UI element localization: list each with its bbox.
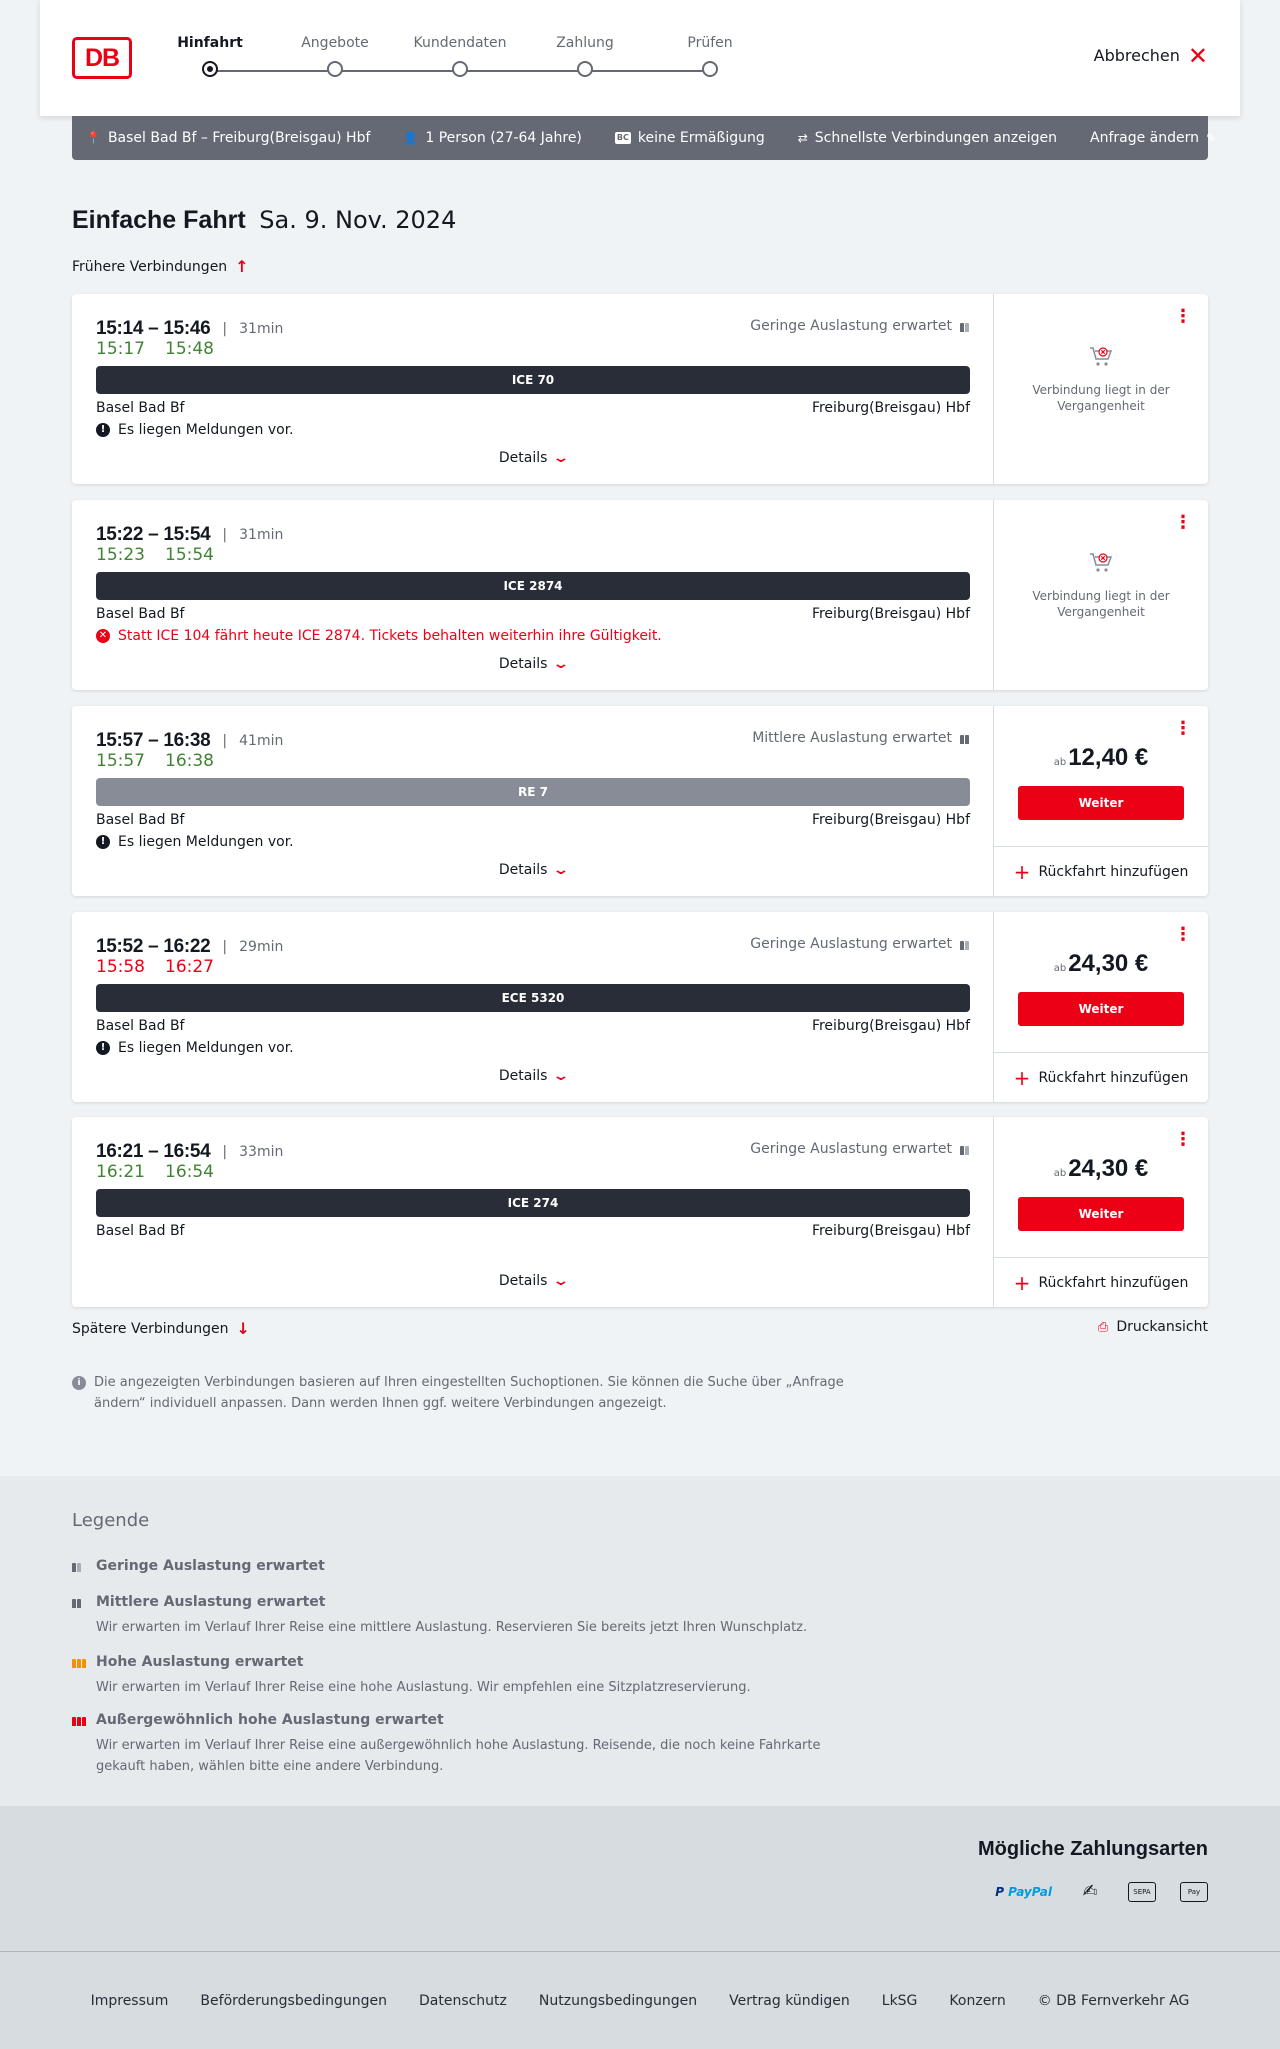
destination-station: Freiburg(Breisgau) Hbf bbox=[811, 1018, 970, 1034]
occupancy-indicator bbox=[750, 318, 969, 334]
chevron-down-icon: ⌄ bbox=[552, 862, 571, 878]
stations-row bbox=[96, 812, 970, 828]
scheduled-times: 16:21 – 16:54 bbox=[96, 1141, 211, 1162]
schedule-row bbox=[96, 524, 283, 546]
chevron-down-icon: ⌄ bbox=[552, 450, 571, 466]
legend-item-title bbox=[72, 1710, 852, 1730]
realtime-departure: 15:17 bbox=[96, 339, 145, 359]
step-dot bbox=[702, 61, 718, 77]
fastest-connections-toggle[interactable] bbox=[798, 130, 1057, 146]
connection-message bbox=[96, 1040, 294, 1056]
realtime-row bbox=[96, 957, 214, 977]
footer-link[interactable]: LkSG bbox=[881, 1992, 918, 2009]
separator: | bbox=[222, 527, 228, 543]
occupancy-bar bbox=[72, 1599, 76, 1608]
step-label: Prüfen bbox=[687, 35, 733, 51]
occupancy-bar bbox=[960, 1146, 964, 1155]
later-label: Spätere Verbindungen bbox=[72, 1320, 229, 1337]
plus-icon: + bbox=[1013, 859, 1031, 884]
realtime-row bbox=[96, 545, 214, 565]
cancel-button[interactable] bbox=[1093, 41, 1208, 70]
occupancy-bar bbox=[72, 1717, 76, 1726]
discount-summary bbox=[615, 130, 765, 146]
price-prefix: ab bbox=[1053, 1168, 1067, 1179]
occupancy-bar bbox=[77, 1717, 81, 1726]
details-label: Details bbox=[498, 1273, 548, 1289]
message-text: Statt ICE 104 fährt heute ICE 2874. Tickets behalten weiterhin ihre Gültigkeit. bbox=[118, 628, 662, 644]
arrow-down-icon: ↓ bbox=[236, 1319, 250, 1338]
occupancy-indicator bbox=[750, 936, 969, 952]
person-icon: 👤 bbox=[403, 131, 419, 145]
connection-details bbox=[72, 706, 994, 896]
apple-pay-icon bbox=[1180, 1882, 1208, 1902]
footer-link[interactable]: Nutzungsbedingungen bbox=[538, 1992, 698, 2009]
connection-details bbox=[72, 500, 994, 690]
legend-item-text: Wir erwarten im Verlauf Ihrer Reise eine mittlere Auslastung. Reservieren Sie bereits jetzt Ihren Wunschplatz. bbox=[96, 1620, 808, 1635]
footer-link[interactable]: Beförderungsbedingungen bbox=[200, 1992, 387, 2009]
occupancy-bar bbox=[960, 941, 964, 950]
chevron-down-icon: ⌄ bbox=[552, 1273, 571, 1289]
step-angebote bbox=[275, 33, 395, 77]
passenger-text: 1 Person (27-64 Jahre) bbox=[425, 130, 582, 146]
plus-icon: + bbox=[1013, 1065, 1031, 1090]
location-pin-icon: 📍 bbox=[86, 131, 101, 145]
applepay-text: Pay bbox=[1187, 1888, 1201, 1896]
destination-station: Freiburg(Breisgau) Hbf bbox=[811, 606, 970, 622]
discount-text: keine Ermäßigung bbox=[637, 130, 765, 146]
separator: | bbox=[222, 733, 228, 749]
add-return-button[interactable] bbox=[994, 1257, 1208, 1307]
continue-button[interactable]: Weiter bbox=[1018, 1197, 1184, 1231]
origin-station: Basel Bad Bf bbox=[96, 812, 185, 828]
offer-panel bbox=[994, 500, 1208, 690]
chevron-down-icon: ⌄ bbox=[552, 656, 571, 672]
offer-panel bbox=[994, 912, 1208, 1102]
sepa-icon: SEPA bbox=[1128, 1882, 1156, 1902]
close-icon: ✕ bbox=[1187, 41, 1208, 70]
price-value: 24,30 € bbox=[1068, 950, 1149, 977]
step-zahlung bbox=[525, 33, 645, 77]
stations-row bbox=[96, 1018, 970, 1034]
swap-arrows-icon: ⇄ bbox=[797, 131, 808, 145]
train-line-bar[interactable]: ECE 5320 bbox=[96, 984, 970, 1012]
details-toggle[interactable] bbox=[72, 862, 994, 878]
legend-item bbox=[72, 1710, 852, 1777]
progress-steps bbox=[170, 33, 760, 83]
connection-card bbox=[72, 500, 1208, 690]
origin-station: Basel Bad Bf bbox=[96, 1223, 185, 1239]
more-options-icon[interactable]: ⋮ bbox=[1174, 1129, 1192, 1150]
alert-icon: ! bbox=[96, 423, 110, 437]
connection-message bbox=[96, 834, 294, 850]
step-dot bbox=[577, 61, 593, 77]
occupancy-bar bbox=[77, 1563, 81, 1572]
print-label: Druckansicht bbox=[1116, 1319, 1208, 1335]
bahncard-icon: BC bbox=[616, 133, 629, 142]
realtime-departure: 15:23 bbox=[96, 545, 145, 565]
occupancy-icon bbox=[72, 1596, 81, 1608]
details-label: Details bbox=[498, 656, 548, 672]
travel-duration: 31min bbox=[239, 527, 284, 543]
travel-duration: 29min bbox=[239, 939, 284, 955]
legend-item-title bbox=[72, 1652, 852, 1672]
step-dot bbox=[452, 61, 468, 77]
payment-methods-section bbox=[0, 1806, 1280, 1951]
step-label: Angebote bbox=[301, 35, 369, 51]
print-view-link[interactable] bbox=[1098, 1319, 1208, 1335]
page-title bbox=[72, 206, 456, 235]
route-summary bbox=[86, 130, 370, 146]
search-summary-bar bbox=[72, 116, 1217, 160]
occupancy-bar bbox=[960, 323, 964, 332]
plus-icon: + bbox=[1013, 1270, 1031, 1295]
train-line-bar[interactable]: ICE 2874 bbox=[96, 572, 970, 600]
change-request-button[interactable] bbox=[1090, 130, 1216, 146]
occupancy-indicator bbox=[750, 1141, 969, 1157]
realtime-arrival: 15:48 bbox=[165, 339, 214, 359]
price-display bbox=[994, 1155, 1208, 1183]
paypal-a: Pay bbox=[1008, 1885, 1032, 1899]
origin-station: Basel Bad Bf bbox=[96, 400, 185, 416]
price-display bbox=[994, 744, 1208, 772]
later-connections-link[interactable] bbox=[72, 1319, 250, 1338]
footer-link[interactable]: Vertrag kündigen bbox=[729, 1992, 850, 2009]
occupancy-icon bbox=[72, 1656, 86, 1668]
more-options-icon[interactable]: ⋮ bbox=[1174, 512, 1192, 533]
occupancy-bar bbox=[72, 1563, 76, 1572]
passenger-summary bbox=[403, 130, 582, 146]
message-text: Es liegen Meldungen vor. bbox=[118, 834, 294, 850]
schedule-row bbox=[96, 936, 283, 958]
earlier-connections-link[interactable] bbox=[72, 257, 249, 276]
occupancy-bar bbox=[965, 735, 969, 744]
origin-station: Basel Bad Bf bbox=[96, 606, 185, 622]
legend-item-text: Wir erwarten im Verlauf Ihrer Reise eine außergewöhnlich hohe Auslastung. Reisende, die noch keine Fahrkarte gekauft haben, wählen bitte eine andere Verbindung. bbox=[96, 1738, 821, 1774]
past-connection-notice bbox=[994, 552, 1208, 620]
payment-title: Mögliche Zahlungsarten bbox=[977, 1838, 1208, 1860]
separator: | bbox=[222, 939, 228, 955]
earlier-label: Frühere Verbindungen bbox=[72, 258, 228, 275]
more-options-icon[interactable]: ⋮ bbox=[1174, 718, 1192, 739]
connection-card bbox=[72, 706, 1208, 896]
realtime-departure: 15:57 bbox=[96, 751, 145, 771]
offer-panel bbox=[994, 294, 1208, 484]
header bbox=[40, 0, 1240, 116]
printer-icon: ⎙ bbox=[1097, 1319, 1109, 1335]
realtime-arrival: 16:27 bbox=[165, 957, 214, 977]
more-options-icon[interactable]: ⋮ bbox=[1174, 924, 1192, 945]
travel-duration: 41min bbox=[239, 733, 284, 749]
occupancy-bar bbox=[77, 1599, 81, 1608]
paypal-b: Pal bbox=[1031, 1885, 1052, 1899]
stations-row bbox=[96, 606, 970, 622]
step-label: Zahlung bbox=[556, 35, 614, 51]
occupancy-icon bbox=[72, 1560, 81, 1572]
connection-details bbox=[72, 294, 994, 484]
realtime-departure: 15:58 bbox=[96, 957, 145, 977]
connection-card bbox=[72, 912, 1208, 1102]
travel-duration: 33min bbox=[239, 1144, 284, 1160]
legend-item bbox=[72, 1592, 852, 1638]
price-value: 12,40 € bbox=[1068, 744, 1149, 771]
trip-type: Einfache Fahrt bbox=[72, 206, 246, 234]
route-text: Basel Bad Bf – Freiburg(Breisgau) Hbf bbox=[107, 130, 371, 146]
occupancy-icon bbox=[72, 1714, 86, 1726]
destination-station: Freiburg(Breisgau) Hbf bbox=[811, 812, 970, 828]
cancel-label: Abbrechen bbox=[1093, 46, 1180, 65]
past-text: Verbindung liegt in der Vergangenheit bbox=[1032, 589, 1170, 619]
trip-date: Sa. 9. Nov. 2024 bbox=[259, 206, 457, 234]
connection-message bbox=[96, 628, 662, 644]
db-logo[interactable] bbox=[72, 37, 132, 79]
occupancy-icon bbox=[960, 938, 969, 950]
add-return-label: Rückfahrt hinzufügen bbox=[1038, 863, 1189, 880]
step-dot bbox=[327, 61, 343, 77]
details-label: Details bbox=[498, 862, 548, 878]
occupancy-bar bbox=[72, 1659, 76, 1668]
schedule-row bbox=[96, 730, 283, 752]
add-return-label: Rückfahrt hinzufügen bbox=[1038, 1069, 1189, 1086]
pencil-icon: ✎ bbox=[1206, 131, 1217, 145]
legend-title: Legende bbox=[72, 1510, 150, 1531]
search-info-note bbox=[72, 1372, 852, 1414]
continue-button[interactable]: Weiter bbox=[1018, 992, 1184, 1026]
occupancy-indicator bbox=[752, 730, 969, 746]
price-prefix: ab bbox=[1053, 757, 1067, 768]
step-label: Kundendaten bbox=[413, 35, 507, 51]
info-text: Die angezeigten Verbindungen basieren auf Ihren eingestellten Suchoptionen. Sie können die Suche über „Anfrage ändern“ individuell anpassen. Dann werden Ihnen ggf. weitere Verbindungen angezeigt. bbox=[94, 1375, 844, 1411]
db-logo-text: DB bbox=[84, 43, 120, 72]
realtime-row bbox=[96, 1162, 214, 1182]
legend-item-text: Wir erwarten im Verlauf Ihrer Reise eine hohe Auslastung. Wir empfehlen eine Sitzplatzreservierung. bbox=[96, 1680, 751, 1695]
legend-item-title-text: Mittlere Auslastung erwartet bbox=[96, 1594, 326, 1610]
scheduled-times: 15:14 – 15:46 bbox=[96, 318, 211, 339]
occupancy-icon bbox=[960, 1143, 969, 1155]
message-text: Es liegen Meldungen vor. bbox=[118, 422, 294, 438]
occupancy-bar bbox=[960, 735, 964, 744]
legend-item bbox=[72, 1652, 852, 1698]
footer-link[interactable]: Konzern bbox=[949, 1992, 1006, 2009]
price-prefix: ab bbox=[1053, 963, 1067, 974]
legend-item-title bbox=[72, 1592, 852, 1612]
details-toggle[interactable] bbox=[72, 1273, 994, 1289]
add-return-button[interactable] bbox=[994, 846, 1208, 896]
occupancy-text: Mittlere Auslastung erwartet bbox=[752, 730, 952, 746]
stations-row bbox=[96, 400, 970, 416]
schedule-row bbox=[96, 1141, 283, 1163]
details-toggle[interactable] bbox=[72, 656, 994, 672]
price-display bbox=[994, 950, 1208, 978]
realtime-arrival: 16:54 bbox=[165, 1162, 214, 1182]
connection-message bbox=[96, 422, 294, 438]
occupancy-text: Geringe Auslastung erwartet bbox=[750, 318, 952, 334]
add-return-button[interactable] bbox=[994, 1052, 1208, 1102]
connection-card bbox=[72, 1117, 1208, 1307]
destination-station: Freiburg(Breisgau) Hbf bbox=[811, 1223, 970, 1239]
train-line-bar[interactable]: RE 7 bbox=[96, 778, 970, 806]
connection-details bbox=[72, 1117, 994, 1307]
legend-item-title-text: Außergewöhnlich hohe Auslastung erwartet bbox=[96, 1712, 444, 1728]
occupancy-icon bbox=[960, 320, 969, 332]
scheduled-times: 15:52 – 16:22 bbox=[96, 936, 211, 957]
scheduled-times: 15:57 – 16:38 bbox=[96, 730, 211, 751]
stations-row bbox=[96, 1223, 970, 1239]
train-line-bar[interactable]: ICE 70 bbox=[96, 366, 970, 394]
offer-panel bbox=[994, 1117, 1208, 1307]
offer-panel bbox=[994, 706, 1208, 896]
chevron-down-icon: ⌄ bbox=[552, 1068, 571, 1084]
realtime-arrival: 16:38 bbox=[165, 751, 214, 771]
occupancy-bar bbox=[82, 1717, 86, 1726]
details-toggle[interactable] bbox=[72, 450, 994, 466]
step-pruefen bbox=[650, 33, 770, 77]
continue-button[interactable]: Weiter bbox=[1018, 786, 1184, 820]
step-hinfahrt bbox=[150, 33, 270, 77]
separator: | bbox=[222, 1144, 228, 1160]
legend-section bbox=[0, 1476, 1280, 1806]
connection-details bbox=[72, 912, 994, 1102]
alert-icon: ! bbox=[96, 835, 110, 849]
legend-item-title-text: Hohe Auslastung erwartet bbox=[96, 1654, 304, 1670]
realtime-departure: 16:21 bbox=[96, 1162, 145, 1182]
past-connection-notice bbox=[994, 346, 1208, 414]
footer-link[interactable]: Datenschutz bbox=[418, 1992, 507, 2009]
more-options-icon[interactable]: ⋮ bbox=[1174, 306, 1192, 327]
fastest-text: Schnellste Verbindungen anzeigen bbox=[814, 130, 1058, 146]
footer-link[interactable]: Impressum bbox=[90, 1992, 169, 2009]
footer-link: © DB Fernverkehr AG bbox=[1037, 1992, 1190, 2009]
message-text: Es liegen Meldungen vor. bbox=[118, 1040, 294, 1056]
train-line-bar[interactable]: ICE 274 bbox=[96, 1189, 970, 1217]
details-label: Details bbox=[498, 450, 548, 466]
credit-card-signature-icon: ✍ bbox=[1082, 1881, 1098, 1902]
details-label: Details bbox=[498, 1068, 548, 1084]
origin-station: Basel Bad Bf bbox=[96, 1018, 185, 1034]
price-value: 24,30 € bbox=[1068, 1155, 1149, 1182]
travel-duration: 31min bbox=[239, 321, 284, 337]
occupancy-bar bbox=[82, 1659, 86, 1668]
realtime-arrival: 15:54 bbox=[165, 545, 214, 565]
schedule-row bbox=[96, 318, 283, 340]
step-dot bbox=[202, 61, 218, 77]
info-icon: i bbox=[72, 1376, 86, 1390]
cart-unavailable-icon bbox=[1089, 346, 1113, 368]
realtime-row bbox=[96, 339, 214, 359]
details-toggle[interactable] bbox=[72, 1068, 994, 1084]
legend-item-title bbox=[72, 1556, 852, 1576]
destination-station: Freiburg(Breisgau) Hbf bbox=[811, 400, 970, 416]
legend-item-title-text: Geringe Auslastung erwartet bbox=[96, 1558, 325, 1574]
occupancy-text: Geringe Auslastung erwartet bbox=[750, 1141, 952, 1157]
error-icon: ✕ bbox=[96, 629, 110, 643]
alert-icon: ! bbox=[96, 1041, 110, 1055]
cart-unavailable-icon bbox=[1089, 552, 1113, 574]
occupancy-icon bbox=[960, 732, 969, 744]
occupancy-bar bbox=[965, 941, 969, 950]
step-kundendaten bbox=[400, 33, 520, 77]
add-return-label: Rückfahrt hinzufügen bbox=[1038, 1274, 1189, 1291]
footer bbox=[0, 1951, 1280, 2049]
payment-icons bbox=[995, 1882, 1208, 1902]
occupancy-bar bbox=[965, 323, 969, 332]
occupancy-bar bbox=[77, 1659, 81, 1668]
paypal-icon: P PayPal bbox=[995, 1885, 1052, 1899]
arrow-up-icon: ↑ bbox=[235, 257, 249, 276]
legend-item bbox=[72, 1556, 852, 1576]
step-label: Hinfahrt bbox=[177, 35, 243, 51]
occupancy-bar bbox=[965, 1146, 969, 1155]
separator: | bbox=[222, 321, 228, 337]
scheduled-times: 15:22 – 15:54 bbox=[96, 524, 211, 545]
occupancy-text: Geringe Auslastung erwartet bbox=[750, 936, 952, 952]
realtime-row bbox=[96, 751, 214, 771]
past-text: Verbindung liegt in der Vergangenheit bbox=[1032, 383, 1170, 413]
connection-card bbox=[72, 294, 1208, 484]
change-request-label: Anfrage ändern bbox=[1090, 130, 1200, 146]
